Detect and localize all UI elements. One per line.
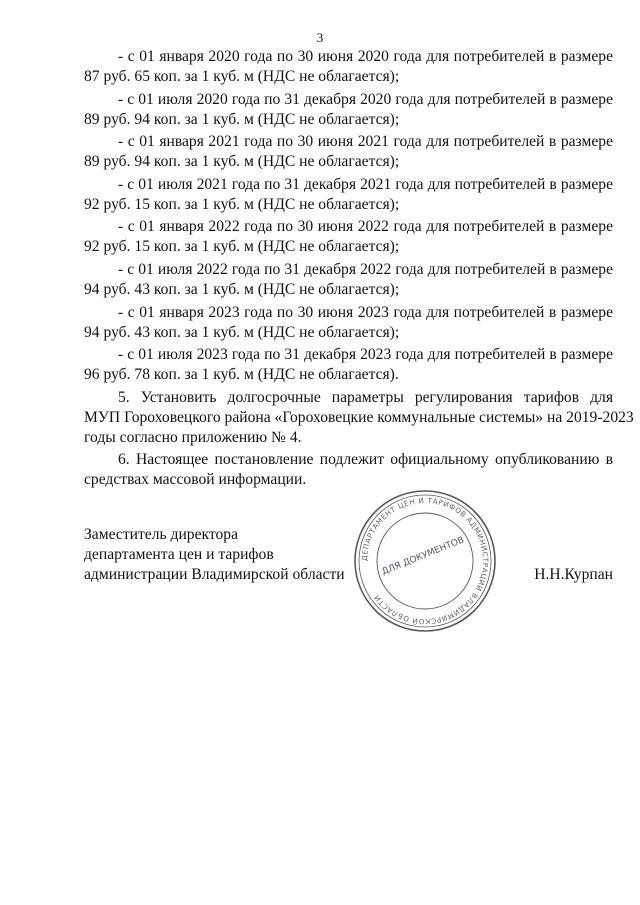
paragraph-line: 6. Настоящее постановление подлежит официальному опубликованию в	[118, 451, 613, 469]
paragraph-line: 5. Установить долгосрочные параметры регулирования тарифов для	[118, 388, 613, 406]
tariff-period-paragraph	[84, 217, 613, 257]
paragraph-line: - с 01 июля 2023 года по 31 декабря 2023 года для потребителей в размере	[118, 346, 613, 364]
paragraph-line: - с 01 января 2021 года по 30 июня 2021 года для потребителей в размере	[118, 133, 613, 151]
signature-block	[84, 525, 613, 605]
signatory-title-line: департамента цен и тарифов	[84, 546, 274, 563]
paragraph-line: - с 01 января 2020 года по 30 июня 2020 года для потребителей в размере	[118, 48, 613, 65]
document-body	[84, 47, 634, 493]
signatory-title-line: Заместитель директора	[84, 526, 239, 543]
paragraph-line: 92 руб. 15 коп. за 1 куб. м (НДС не облагается);	[84, 238, 400, 256]
tariff-period-paragraph	[84, 260, 613, 300]
paragraph-line: 89 руб. 94 коп. за 1 куб. м (НДС не облагается);	[84, 110, 400, 128]
tariff-period-paragraph	[84, 345, 613, 385]
paragraph-line: - с 01 июля 2020 года по 31 декабря 2020 года для потребителей в размере	[118, 90, 613, 108]
clause-5-paragraph	[84, 388, 634, 448]
stamp-center-text: ДЛЯ ДОКУМЕНТОВ	[380, 535, 466, 578]
paragraph-line: - с 01 июля 2022 года по 31 декабря 2022 года для потребителей в размере	[118, 260, 613, 278]
paragraph-line: 92 руб. 15 коп. за 1 куб. м (НДС не облагается);	[84, 195, 400, 213]
paragraph-line: 94 руб. 43 коп. за 1 куб. м (НДС не облагается);	[84, 323, 400, 341]
paragraph-line: 87 руб. 65 коп. за 1 куб. м (НДС не облагается);	[84, 68, 400, 85]
paragraph-line: годы согласно приложению № 4.	[84, 428, 302, 446]
tariff-period-paragraph	[84, 47, 613, 87]
tariff-period-paragraph	[84, 132, 613, 172]
paragraph-line: - с 01 января 2022 года по 30 июня 2022 года для потребителей в размере	[118, 218, 613, 236]
page-number: 3	[316, 30, 324, 45]
paragraph-line: - с 01 июля 2021 года по 31 декабря 2021 года для потребителей в размере	[118, 175, 613, 193]
tariff-period-paragraph	[84, 175, 613, 215]
paragraph-line: МУП Гороховецкого района «Гороховецкие коммунальные системы» на 2019-2023	[84, 408, 634, 426]
signatory-title	[84, 525, 345, 585]
paragraph-line: 94 руб. 43 коп. за 1 куб. м (НДС не облагается);	[84, 280, 400, 298]
signatory-name: Н.Н.Курпан	[534, 566, 613, 583]
tariff-period-paragraph	[84, 303, 613, 343]
clause-6-paragraph	[84, 450, 613, 490]
paragraph-line: 89 руб. 94 коп. за 1 куб. м (НДС не облагается);	[84, 153, 400, 171]
paragraph-line: 96 руб. 78 коп. за 1 куб. м (НДС не облагается).	[84, 366, 399, 384]
signatory-title-line: администрации Владимирской области	[84, 566, 345, 583]
paragraph-line: - с 01 января 2023 года по 30 июня 2023 года для потребителей в размере	[118, 303, 613, 321]
stamp-ring-text: ДЕПАРТАМЕНТ ЦЕН И ТАРИФОВ АДМИНИСТРАЦИИ ВЛАДИМИРСКОЙ ОБЛАСТИ	[359, 495, 491, 627]
paragraph-line: средствах массовой информации.	[84, 471, 307, 489]
tariff-period-paragraph	[84, 90, 613, 130]
